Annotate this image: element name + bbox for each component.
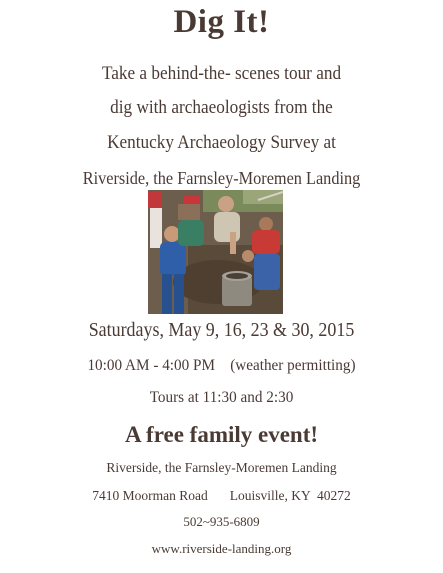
street-address: 7410 Moorman Road (92, 488, 208, 503)
phone-number: 502~935-6809 (183, 514, 260, 529)
flyer-title: Dig It! (173, 4, 270, 40)
venue-name: Riverside, the Farnsley-Moremen Landing (106, 460, 337, 475)
city-state-zip: Louisville, KY 40272 (229, 488, 351, 503)
event-dates: Saturdays, May 9, 16, 23 & 30, 2015 (88, 320, 355, 341)
event-hours: 10:00 AM - 4:00 PM (weather permitting) (87, 357, 356, 374)
archaeology-dig-photo (148, 190, 283, 314)
intro-line-4: Riverside, the Farnsley-Moremen Landing (82, 168, 361, 188)
event-tagline: A free family event! (124, 422, 319, 447)
website-url: www.riverside-landing.org (151, 541, 292, 556)
intro-line-1: Take a behind-the- scenes tour and (101, 64, 342, 84)
intro-line-2: dig with archaeologists from the (110, 98, 333, 118)
intro-line-3: Kentucky Archaeology Survey at (107, 133, 336, 153)
tour-times: Tours at 11:30 and 2:30 (149, 389, 294, 406)
dig-scene-illustration (148, 190, 283, 314)
venue-address (0, 488, 443, 504)
